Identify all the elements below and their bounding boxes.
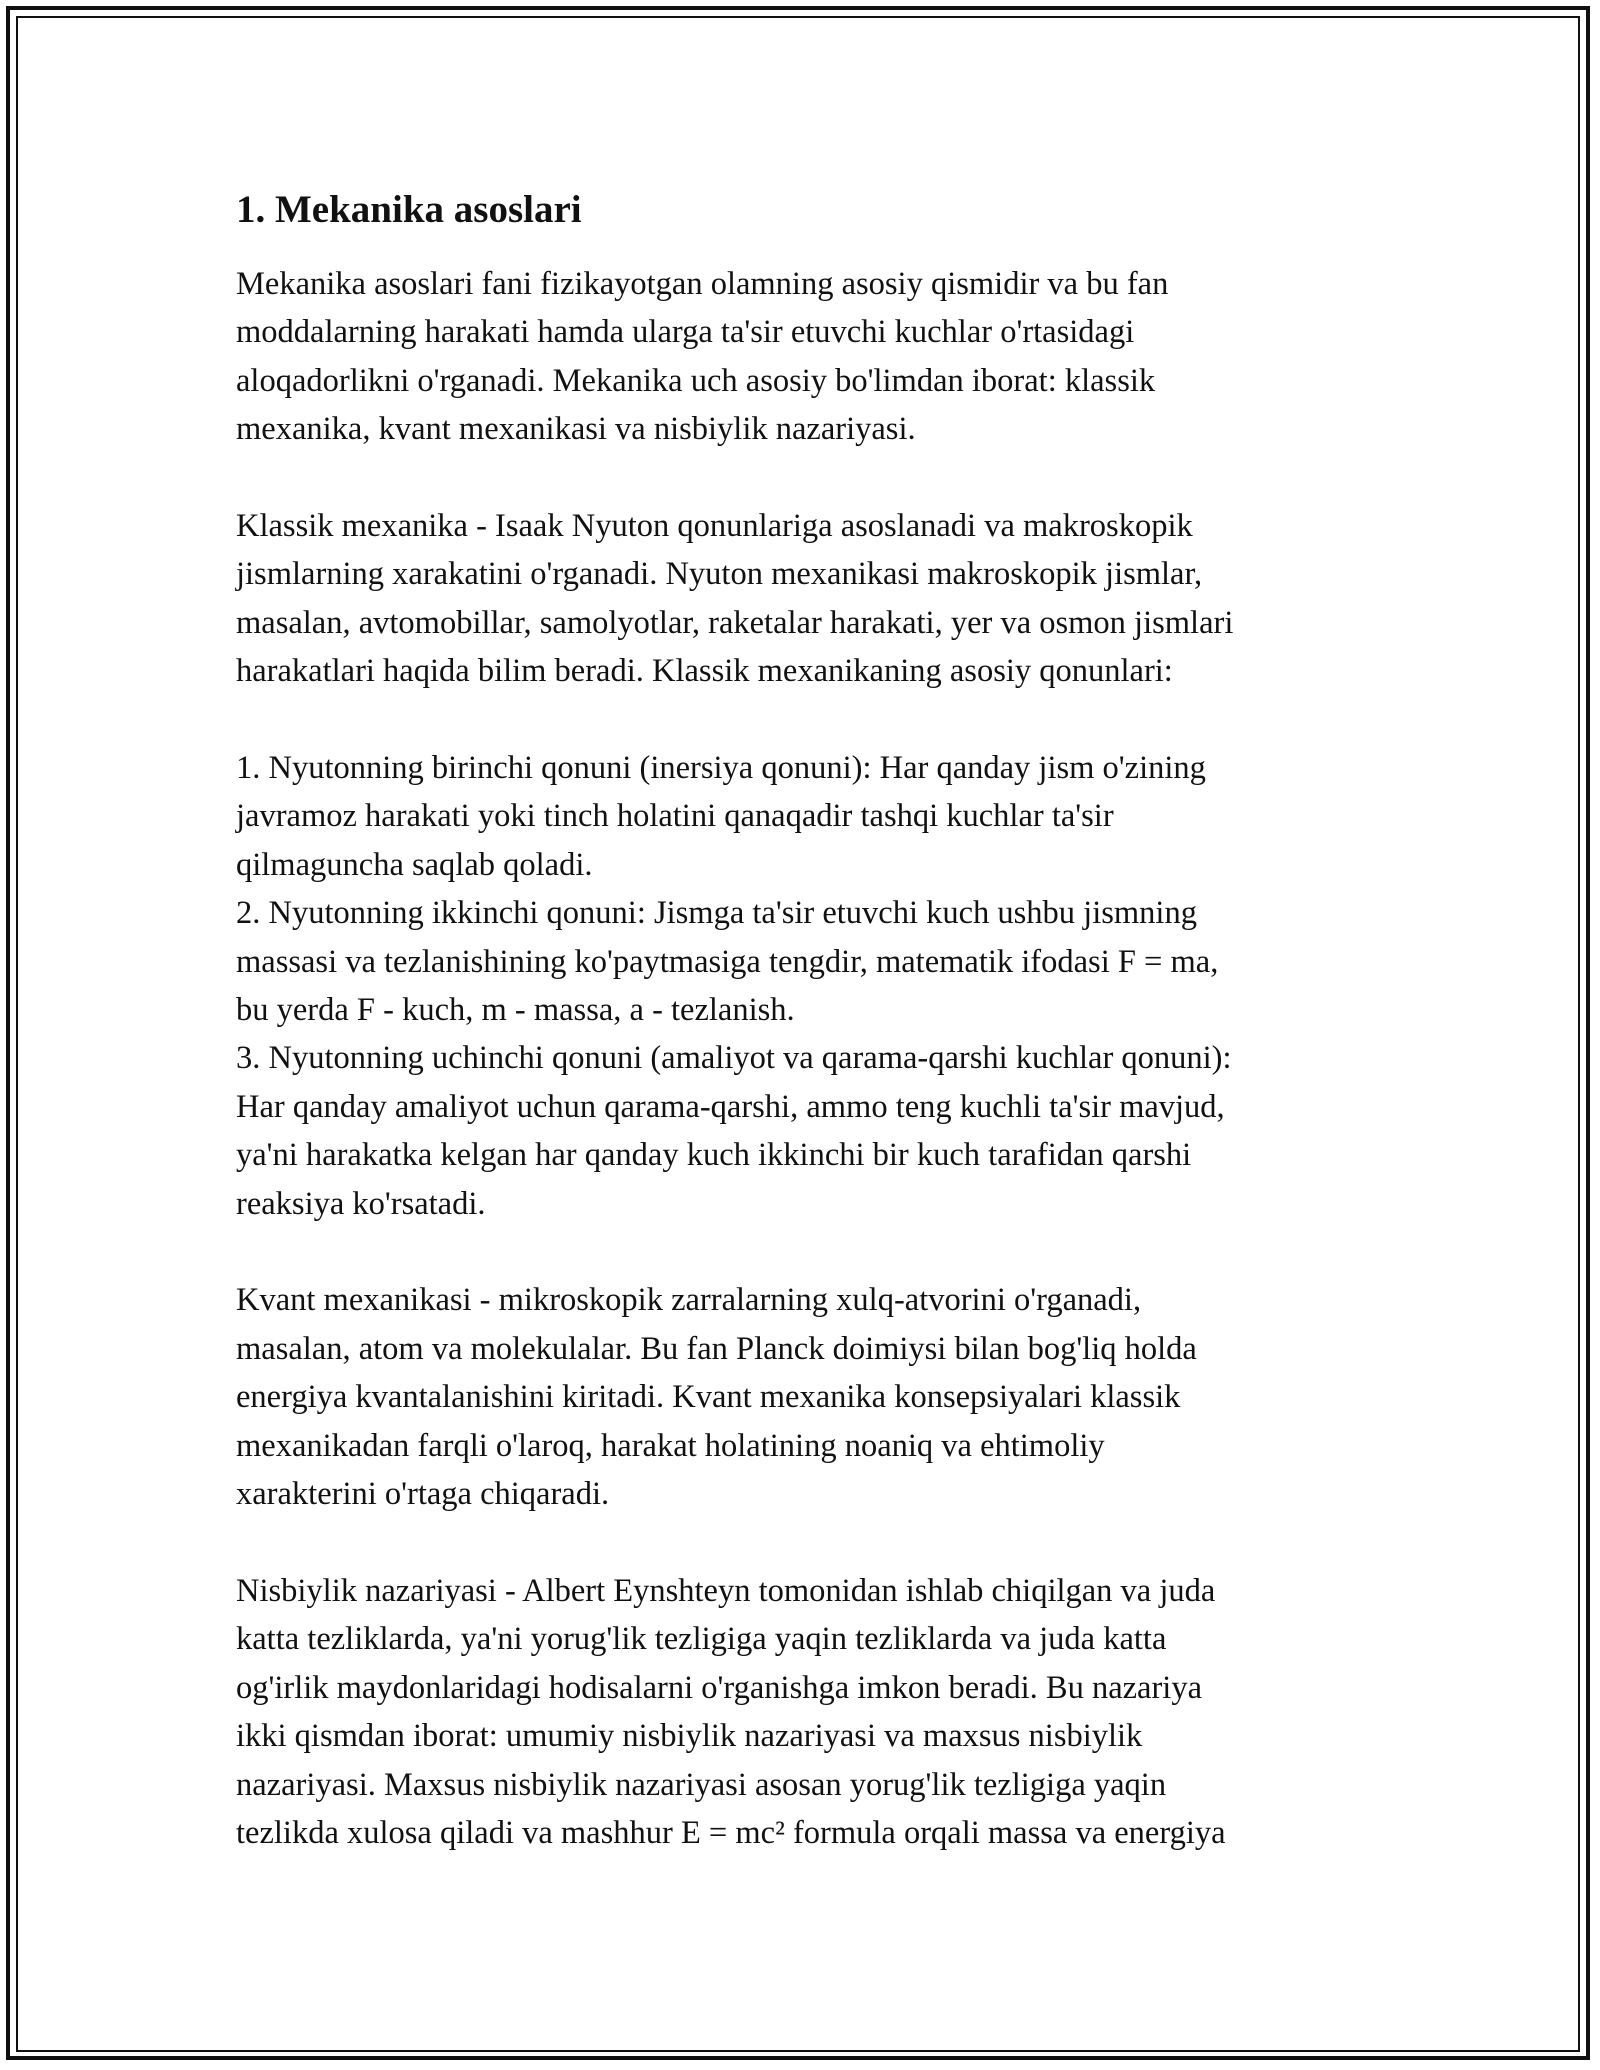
paragraph-spacer <box>236 1519 1396 1567</box>
page-title: 1. Mekanika asoslari <box>236 188 582 231</box>
paragraph-intro: Mekanika asoslari fani fizikayotgan olamning asosiy qismidir va bu fan moddalarning harakati hamda ularga ta'sir etuvchi kuchlar o'rtasidagi aloqadorlikni o'rganadi. Mekanika uch asosiy bo'limdan iborat: klassik mexanika, kvant mexanikasi va nisbiylik nazariyasi. <box>236 266 1169 448</box>
paragraph-spacer <box>236 696 1396 744</box>
paragraph-newton-laws: 1. Nyutonning birinchi qonuni (inersiya qonuni): Har qanday jism o'zining javramoz harakati yoki tinch holatini qanaqadir tashqi kuchlar ta'sir qilmaguncha saqlab qoladi. 2. Nyutonning ikkinchi qonuni: Jismga ta'sir etuvchi kuch ushbu jismning massasi va tezlanishining ko'paytmasiga tengdir, matematik ifodasi F = ma, bu yerda F - kuch, m - massa, a - tezlanish. 3. Nyutonning uchinchi qonuni (amaliyot va qarama-qarshi kuchlar qonuni): Har qanday amaliyot uchun qarama-qarshi, ammo teng kuchli ta'sir mavjud, ya'ni harakatka kelgan har qanday kuch ikkinchi bir kuch tarafidan qarshi reaksiya ko'rsatadi. <box>236 750 1232 1222</box>
paragraph-relativity: Nisbiylik nazariyasi - Albert Eynshteyn tomonidan ishlab chiqilgan va juda katta tezliklarda, ya'ni yorug'lik tezligiga yaqin tezliklarda va juda katta og'irlik maydonlaridagi hodisalarni o'rganishga imkon beradi. Bu nazariya ikki qismdan iborat: umumiy nisbiylik nazariyasi va maxsus nisbiylik nazariyasi. Maxsus nisbiylik nazariyasi asosan yorug'lik tezligiga yaqin tezlikda xulosa qiladi va mashhur E = mc² formula orqali massa va energiya <box>236 1572 1226 1851</box>
paragraph-spacer <box>236 454 1396 502</box>
paragraph-spacer <box>236 1228 1396 1276</box>
paragraph-classical-mechanics: Klassik mexanika - Isaak Nyuton qonunlariga asoslanadi va makroskopik jismlarning xarakatini o'rganadi. Nyuton mexanikasi makroskopik jismlar, masalan, avtomobillar, samolyotlar, raketalar harakati, yer va osmon jismlari harakatlari haqida bilim beradi. Klassik mexanikaning asosiy qonunlari: <box>236 508 1234 690</box>
document-body <box>236 186 1396 1857</box>
paragraph-quantum-mechanics: Kvant mexanikasi - mikroskopik zarralarning xulq-atvorini o'rganadi, masalan, atom va molekulalar. Bu fan Planck doimiysi bilan bog'liq holda energiya kvantalanishini kiritadi. Kvant mexanika konsepsiyalari klassik mexanikadan farqli o'laroq, harakat holatining noaniq va ehtimoliy xarakterini o'rtaga chiqaradi. <box>236 1282 1197 1513</box>
